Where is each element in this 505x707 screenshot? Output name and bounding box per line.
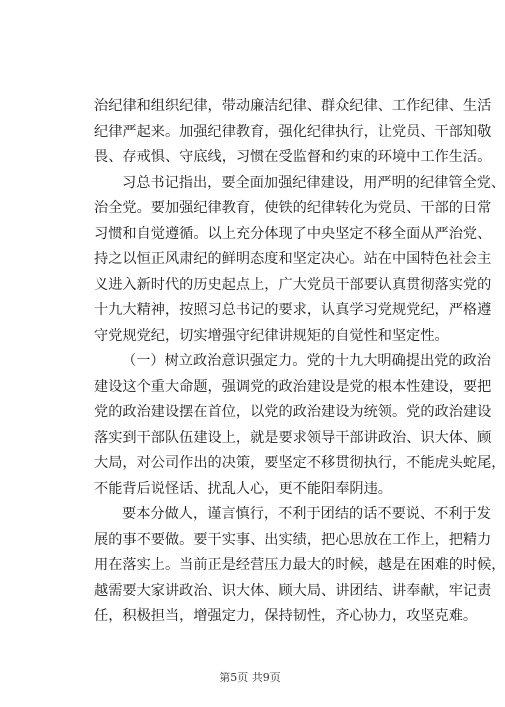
text-line: 大局，对公司作出的决策，要坚定不移贯彻执行，不能虎头蛇尾，: [94, 455, 505, 471]
text-line: 用在落实上。当前正是经营压力最大的时候，越是在困难的时候，: [94, 557, 505, 573]
text-line: 越需要大家讲政治、识大体、顾大局、讲团结、讲奉献，牢记责: [94, 582, 492, 599]
text-line: 持之以恒正风肃纪的鲜明态度和坚定决心。站在中国特色社会主: [94, 251, 492, 267]
text-line: 纪律严起来。加强纪律教育，强化纪律执行，让党员、干部知敬: [94, 123, 492, 140]
text-line: 畏、存戒惧、守底线，习惯在受监督和约束的环境中工作生活。: [94, 149, 492, 165]
text-line: 展的事不要做。要干实事、出实绩，把心思放在工作上，把精力: [94, 531, 492, 548]
text-line: 守党规党纪，切实增强守纪律讲规矩的自觉性和坚定性。: [94, 327, 449, 344]
text-line: 不能背后说怪话、扰乱人心，更不能阳奉阴违。: [94, 480, 392, 497]
body-text: [94, 97, 505, 633]
text-line: 习总书记指出，要全面加强纪律建设，用严明的纪律管全党、: [122, 174, 505, 191]
text-line: 义进入新时代的历史起点上，广大党员干部要认真贯彻落实党的: [94, 276, 492, 293]
text-line: 十九大精神，按照习总书记的要求，认真学习党规党纪，严格遵: [94, 302, 492, 318]
text-line: 治全党。要加强纪律教育，使铁的纪律转化为党员、干部的日常: [94, 200, 492, 216]
text-line: 习惯和自觉遵循。以上充分体现了中央坚定不移全面从严治党、: [94, 225, 492, 242]
text-line: 建设这个重大命题，强调党的政治建设是党的根本性建设，要把: [94, 378, 492, 395]
text-line: 任，积极担当，增强定力，保持韧性，齐心协力，攻坚克难。: [94, 608, 478, 624]
text-line: 治纪律和组织纪律，带动廉洁纪律、群众纪律、工作纪律、生活: [94, 98, 492, 114]
text-line: （一）树立政治意识强定力。党的十九大明确提出党的政治: [122, 353, 491, 369]
text-line: 党的政治建设摆在首位，以党的政治建设为统领。党的政治建设: [94, 404, 492, 420]
text-line: 落实到干部队伍建设上，就是要求领导干部讲政治、识大体、顾: [94, 429, 492, 446]
page-number-footer: 第5页 共9页: [219, 671, 281, 684]
text-line: 要本分做人，谨言慎行，不利于团结的话不要说、不利于发: [122, 506, 491, 522]
